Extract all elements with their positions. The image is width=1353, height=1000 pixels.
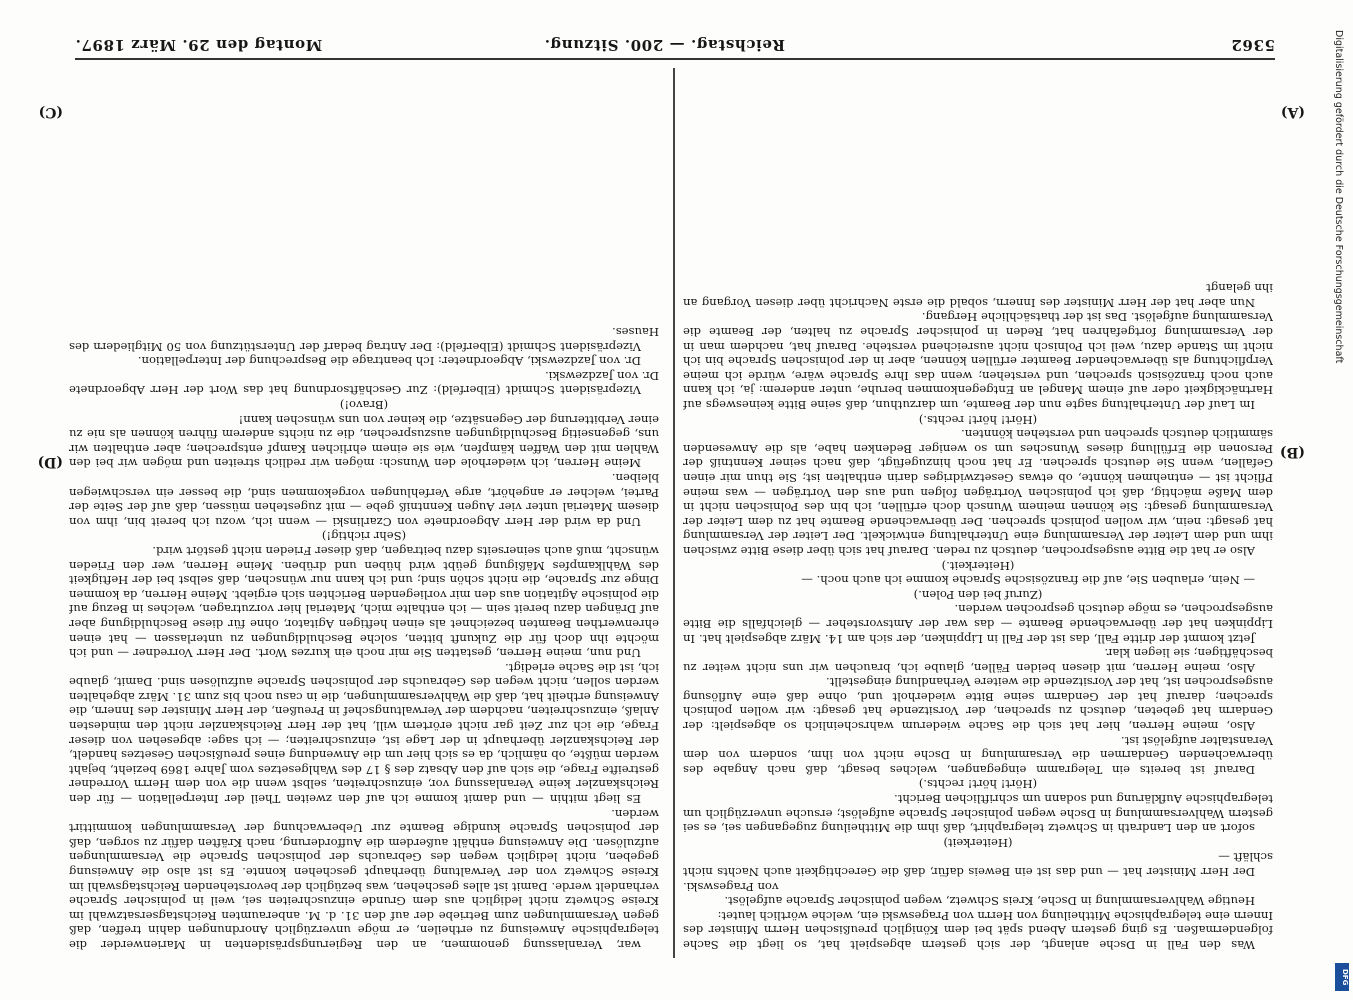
margin-letter-a: (A) [1280,104,1305,120]
digitization-credit [1330,30,1348,970]
paragraph: Jetzt kommt der dritte Fall, das ist der Fall in Lippinken, der sich am 14. März abgespielt hat. In Lippinken hat der überwachende Beamte — das war der Amtsvorsteher — gleichfalls die Bitte ausgesprochen, es möge deutsch gesprochen werden. [683,602,1273,646]
page-title: Reichstag. — 200. Sitzung. [544,36,785,54]
credit-text: Digitalisierung gefördert durch die Deutsche Forschungsgemeinschaft [1333,30,1344,364]
paragraph: Vizepräsident Schmidt (Elberfeld): Der Antrag bedarf der Unterstützung von 50 Mitgliedern des Hauses. [69,325,659,354]
left-column [683,72,1273,952]
paragraph: (Heiterkeit) [943,835,1013,850]
page-header [75,24,1275,54]
paragraph: (Bravo!) [339,398,389,413]
paragraph: (Heiterkeit.) [941,558,1015,573]
margin-letter-c: (C) [38,104,63,120]
paragraph: Und nun, meine Herren, gestatten Sie mir noch ein kurzes Wort. Der Herr Vorredner — und ich möchte ihn doch für die Zukunft bitten, solche Beschuldigungen zu unterlassen — hat einen ehrenwerthen Beamten bezeichnet als einen heftigen Agitator, ohne für diese Beschuldigung aber auf Drängen dazu bereit sein — ich enthalte mich, Material hier vorzutragen, welches in Bezug auf die polnische Agitation aus den mir vorliegenden Berichten sich ergiebt. Meine Herren, da kommen Dinge zur Sprache, die nicht schön sind; und ich kann nur wünschen, daß selbst bei der Heftigkeit des Wahlkampfes Mäßigung geübt wird hüben und drüben. Meine Herren, wer den Frieden wünscht, muß auch seinerseits dazu beitragen, daß dieser Frieden nicht gestört wird. [69,543,659,661]
column-separator [674,68,676,958]
header-rule [75,59,1275,61]
paragraph: sofort an den Landrath in Schwetz telegraphirt, daß ihm die Mittheilung zugegangen sei, es sei gestern Wahlversammlung in Dsche wegen polnischer Sprache aufgelöst; ersuche unverzüglich um telegraphische Aufklärung und sodann um schriftlichen Bericht. [683,792,1273,836]
paragraph: (Sehr richtig!) [321,529,407,544]
paragraph: Was den Fall in Dsche anlangt, der sich gestern abgespielt hat, so liegt die Sache folgendermaßen. Es ging gestern Abend spät bei dem Königlich preußischen Herrn Minister des Innern eine telegraphische Mittheilung von Herrn von Prageswski ein, welche wörtlich lautet: [683,908,1273,952]
margin-letter-d: (D) [37,454,63,470]
paragraph: Nun aber hat der Herr Minister des Innern, sobald die erste Nachricht über diesen Vorgang an ihn gelangt [683,281,1273,310]
paragraph: Meine Herren, ich wiederhole den Wunsch: mögen wir redlich streiten und mögen wir bei den Wahlen mit den Waffen kämpfen, wie sie einem ehrlichen Kampf entsprechen; aber enthalten wir uns, gegenseitig Beschuldigungen auszusprechen, die zu nichts anderem führen können als nie zu einer Verbitterung der Gegensätze, die keiner von uns wünschen kann! [69,412,659,471]
paragraph: Also, meine Herren, mit diesen beiden Fällen, glaube ich, brauchen wir uns nicht weiter zu beschäftigen; sie liegen klar. [683,646,1273,675]
paragraph: Und da wird der Herr Abgeordnete von Czarlinski — wenn ich, wozu ich bereit bin, ihm von diesem Material unter vier Augen Kenntniß gebe — mit zugestehen müssen, daß auf der Seite der Partei, welcher er angehört, arge Verfehlungen vorgekommen sind, die besser ein verschwiegen bleiben. [69,471,659,529]
paragraph: war, Veranlassung genommen, an den Regierungspräsidenten in Marienwerder die telegraphische Anweisung zu ertheilen, er möge unverzüglich Anordnungen dahin treffen, daß gegen Versammlungen zum Betriebe der auf den 31. d. M. anberaumten Reichstagsersatzwahl im Kreise Schwetz nicht lediglich aus dem Grunde einzuschreiten sei, weil in polnischer Sprache verhandelt werde. Damit ist alles geschehen, was bezüglich der bevorstehenden Reichstagswahl im Kreise Schwetz von der Verwaltung überhaupt geschehen konnte. Es ist also die Anweisung gegeben, nicht lediglich wegen des Gebrauchs der polnischen Sprache die Versammlungen aufzulösen. Die Anweisung enthält außerdem die Aufforderung, nach Kräften dafür zu sorgen, daß der polnischen Sprache kundige Beamte zur Ueberwachung der Versammlungen kommittirt werden. [69,806,659,952]
paragraph: Darauf ist bereits ein Telegramm eingegangen, welches besagt, daß nach Angabe des überwachenden Gendarmen die Versammlung in Dsche nicht von ihm, sondern von dem Veranstalter aufgelöst ist. [683,733,1273,777]
page-number: 5362 [1230,36,1275,54]
paragraph: — Nein, erlauben Sie, auf die französische Sprache komme ich auch noch. — [801,573,1255,588]
margin-letter-b: (B) [1279,444,1305,460]
paragraph: von Prageswski. [683,879,779,894]
paragraph: Vizepräsident Schmidt (Elberfeld): Zur Geschäftsordnung hat das Wort der Herr Abgeordnete Dr. von Jazdzewski. [69,368,659,398]
paragraph: Also er hat die Bitte ausgesprochen, deutsch zu reden. Darauf hat sich über diese Bitte zwischen ihm und dem Leiter der Versammlung eine Unterhaltung entwickelt. Der Leiter der Versammlung hat gesagt: nein, wir wollen polnisch sprechen. Der überwachende Beamte hat zu dem Leiter der Versammlung gesagt: Sie können meinem Wunsch doch erfüllen, ich bin des Polnischen nicht in dem Maße mächtig, daß ich polnischen Vorträgen folgen und aus den Vorträgen — was meine Pflicht ist — entnehmen könnte, ob etwas Gesetzwidriges darin enthalten ist; Sie thun mir einen Gefallen, wenn Sie deutsch sprechen. Er hat noch hinzugefügt, daß nach seiner Kenntniß der Personen die Erfüllung dieses Wunsches um so weniger Bedenken habe, als die Anwesenden sämmtlich deutsch sprechen und verstehen könnten. [683,427,1273,558]
paragraph: Heutige Wahlversammlung in Dsche, Kreis Schwetz, wegen polnischer Sprache aufgelöst. [724,894,1255,909]
paragraph: Der Herr Minister hat — und das ist ein Beweis dafür, daß die Gerechtigkeit auch Nachts nicht schläft — [683,850,1273,880]
paragraph: Es liegt mithin — und damit komme ich auf den zweiten Theil der Interpellation — für den Reichskanzler keine Veranlassung vor, einzuschreiten, selbst wenn die von dem Herrn Vorredner gestreifte Frage, die sich auf den Absatz des § 17 des Wahlgesetzes vom Jahre 1869 bezieht, bejaht werden müßte, ob nämlich, da es sich hier um die Anwendung eines preußischen Gesetzes handelt, der Reichskanzler überhaupt in der Lage ist, einzuschreiten; — ich sage: abgesehen von dieser Frage, die ich zur Zeit gar nicht erörtern will, hat der Herr Reichskanzler nicht den mindesten Anlaß, einzuschreiten, nachdem der Verwaltungschef in Preußen, der Herr Minister des Innern, die Anweisung ertheilt hat, daß die Wahlversammlungen, die in casu noch bis zum 31. März abgehalten werden sollen, nicht wegen des Gebrauchs der polnischen Sprache aufzulösen sind. Damit, glaube ich, ist die Sache erledigt. [69,660,659,807]
paragraph: Im Lauf der Unterhaltung sagte nun der Beamte, um darzuthun, daß seine Bitte keineswegs auf Hartnäckigkeit oder auf einem Mangel an Entgegenkommen beruhe, unter anderem: ja, ich kann auch noch französisch sprechen, und verstehen; wenn das Ihre Sprache wäre, würde ich meine Verpflichtung als überwachender Beamter erfüllen können, aber in der polnischen Sprache bin ich nicht im Stande dazu, weil ich Polnisch nicht ausreichend verstehe. Darauf hat, nachdem man in der Versammlung fortgefahren hat, Reden in polnischer Sprache zu halten, der Beamte die Versammlung aufgelöst. Das ist der thatsächliche Hergang. [683,310,1273,413]
dfg-logo: DFG [1335,963,1349,991]
paragraph: Dr. von Jazdzewski, Abgeordneter: Ich beantrage die Besprechung der Interpellation. [137,354,641,369]
right-column [69,72,659,952]
page-date: Montag den 29. März 1897. [75,36,323,54]
paragraph: (Hört! hört! rechts.) [918,777,1038,792]
paragraph: Also, meine Herren, hier hat sich die Sache wiederum wahrscheinlich so abgespielt: der Gendarm hat gebeten, deutsch zu sprechen, der Vorsitzende hat gesagt: wir wollen polnisch sprechen; darauf hat der Gendarm seine Bitte wiederholt und, ohne daß eine Auflösung ausgesprochen ist, hat der Vorsitzende die weitere Verhandlung eingestellt. [683,675,1273,734]
paragraph: (Hört! hört! rechts.) [918,412,1038,427]
paragraph: (Zuruf bei den Polen.) [913,587,1043,602]
